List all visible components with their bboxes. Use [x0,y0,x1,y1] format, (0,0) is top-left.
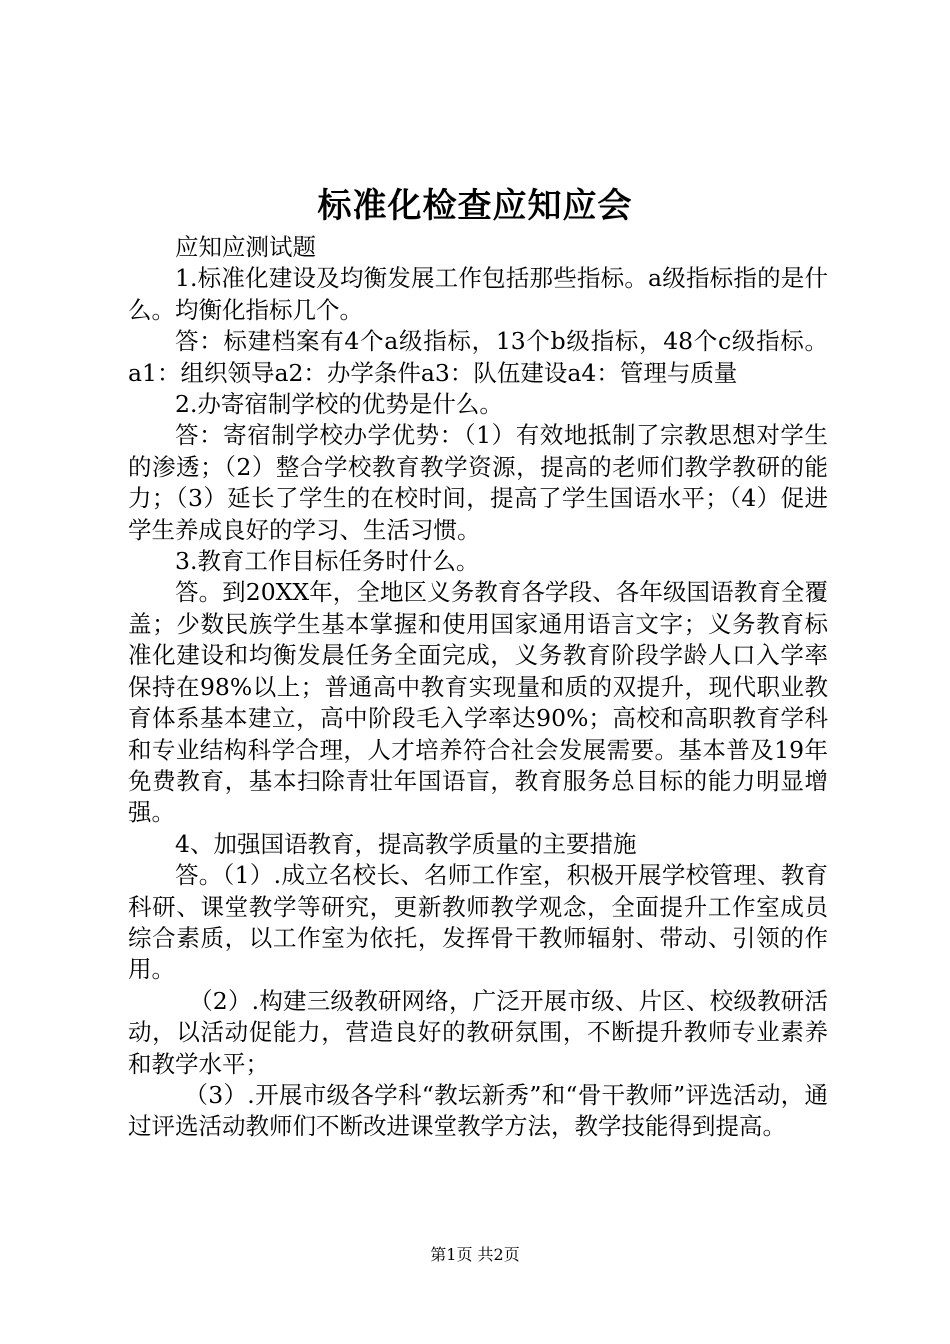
paragraph-answer-2: 答：寄宿制学校办学优势：（1）有效地抵制了宗教思想对学生的渗透；（2）整合学校教育教学资源，提高的老师们教学教研的能力；（3）延长了学生的在校时间，提高了学生国语水平；（4）促进学生养成良好的学习、生活习惯。 [128,421,828,544]
document-title: 标准化检查应知应会 [317,186,633,226]
paragraph-answer-3: 答。到20XX年，全地区义务教育各学段、各年级国语教育全覆盖；少数民族学生基本掌握和使用国家通用语言文字；义务教育标准化建设和均衡发晨任务全面完成，义务教育阶段学龄人口入学率保持在98%以上；普通高中教育实现量和质的双提升，现代职业教育体系基本建立，高中阶段毛入学率达90%；高校和高职教育学科和专业结构科学合理，人才培养符合社会发展需要。基本普及19年免费教育，基本扫除青壮年国语盲，教育服务总目标的能力明显增强。 [128,578,828,827]
page-number-footer: 第1页 共2页 [430,1245,520,1264]
paragraph-question-1: 1.标准化建设及均衡发展工作包括那些指标。a级指标指的是什么。均衡化指标几个。 [128,264,828,324]
paragraph-question-4: 4、加强国语教育，提高教学质量的主要措施 [175,829,637,858]
paragraph-answer-4-item-2: （2）.构建三级教研网络，广泛开展市级、片区、校级教研活动，以活动促能力，营造良好的教研氛围，不断提升教师专业素养和教学水平； [128,986,828,1078]
paragraph-answer-4-item-3: （3）.开展市级各学科“教坛新秀”和“骨干教师”评选活动，通过评选活动教师们不断改进课堂教学方法，教学技能得到提高。 [128,1080,828,1141]
paragraph-answer-4-item-1: 答。（1）.成立名校长、名师工作室，积极开展学校管理、教育科研、课堂教学等研究，更新教师教学观念，全面提升工作室成员综合素质，以工作室为依托，发挥骨干教师辐射、带动、引领的作用。 [128,861,828,984]
document-body [128,232,828,1143]
paragraph-subtitle: 应知应测试题 [175,233,316,261]
paragraph-question-3: 3.教育工作目标任务时什么。 [175,547,480,576]
paragraph-question-2: 2.办寄宿制学校的优势是什么。 [175,390,503,419]
paragraph-answer-1: 答：标建档案有4个a级指标，13个b级指标，48个c级指标。a1：组织领导a2：办学条件a3：队伍建设a4：管理与质量 [128,327,828,387]
